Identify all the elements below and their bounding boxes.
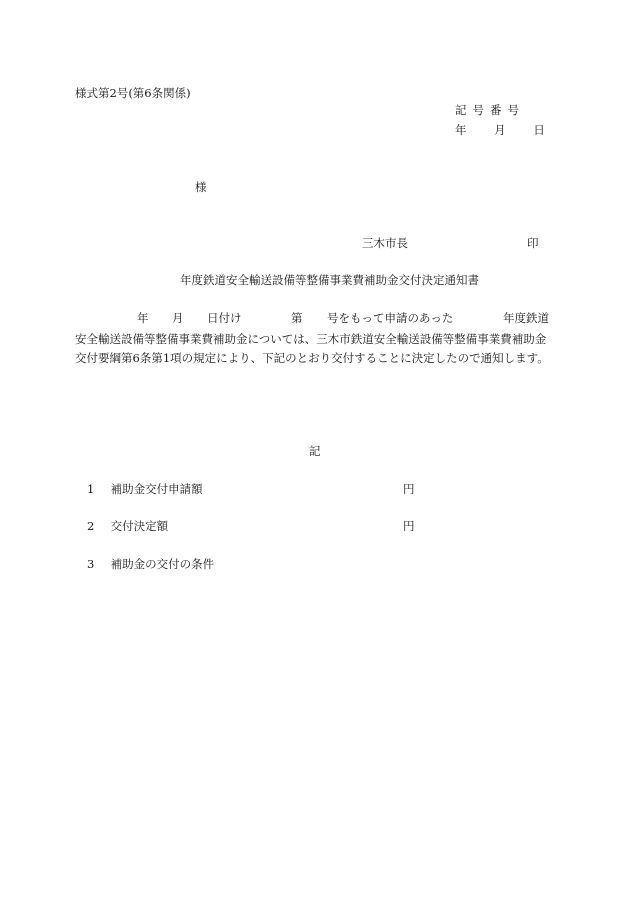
body-month: 月 — [172, 311, 184, 325]
yen-unit: 円 — [403, 482, 415, 496]
document-title: 年度鉄道安全輸送設備等整備事業費補助金交付決定通知書 — [180, 273, 479, 287]
date-day-label: 日 — [533, 123, 545, 137]
document-number-label: 記号番号 — [455, 103, 525, 117]
issuer-name: 三木市長 — [362, 236, 408, 250]
item-number: 2 — [87, 519, 95, 533]
item-decision-amount — [87, 519, 415, 534]
body-paragraph: 安全輸送設備等整備事業費補助金については、三木市鉄道安全輸送設備等整備事業費補助金交付要綱第6条第1項の規定により、下記のとおり交付することに決定したので通知します。 — [75, 332, 549, 365]
item-label: 交付決定額 — [110, 519, 169, 533]
body-year: 年 — [137, 311, 149, 325]
body-fiscal-year: 年度鉄道 — [503, 311, 549, 325]
seal-mark: 印 — [527, 236, 539, 250]
date-year-label: 年 — [455, 123, 467, 137]
form-number: 様式第2号(第6条関係) — [75, 86, 191, 100]
date-month-label: 月 — [494, 123, 506, 137]
recipient-honorific: 様 — [195, 180, 207, 194]
ki-heading: 記 — [309, 444, 321, 458]
yen-unit: 円 — [403, 519, 415, 533]
body-dated: 日付け — [207, 311, 242, 325]
item-number: 3 — [87, 557, 95, 571]
item-label: 補助金交付申請額 — [110, 482, 203, 496]
document-date-label — [455, 123, 545, 138]
body-number-prefix: 第 — [291, 311, 303, 325]
body-applied: 号をもって申請のあった — [327, 311, 454, 325]
item-application-amount — [87, 482, 415, 497]
item-number: 1 — [87, 482, 95, 496]
item-label: 補助金の交付の条件 — [110, 557, 215, 571]
item-conditions — [87, 557, 214, 572]
